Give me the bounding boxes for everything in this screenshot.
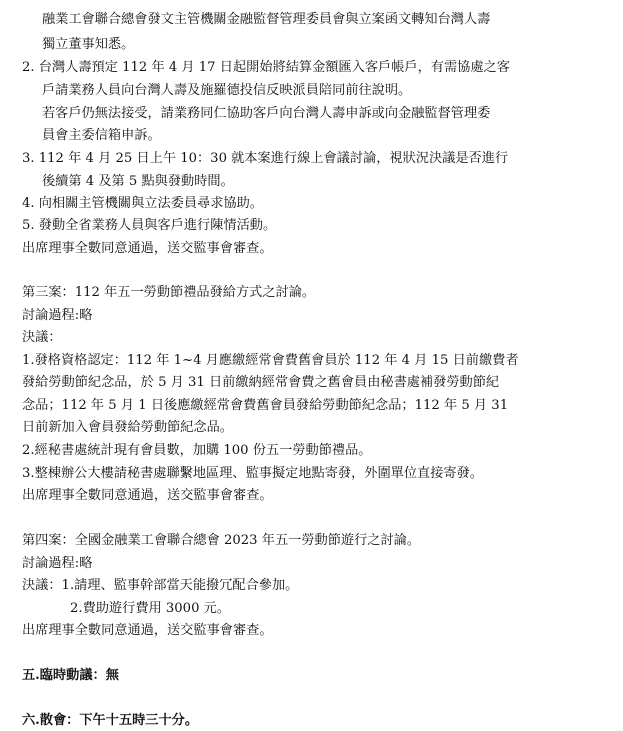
text-line-15: 1.發格資格認定：112 年 1~4 月應繳經常會費舊會員於 112 年 4 月 15 日前繳費者 xyxy=(22,353,519,368)
text-line-10: 5. 發動全省業務人員與客戶進行陳情活動。 xyxy=(22,218,277,233)
text-line-5: 若客戶仍無法接受，請業務同仁協助客戶向台灣人壽申訴或向金融監督管理委 xyxy=(42,106,491,121)
text-line-13: 討論過程:略 xyxy=(22,308,93,323)
text-line-18: 日前新加入會員發給勞動節紀念品。 xyxy=(22,420,233,435)
section-heading-3: 第三案：112 年五一勞動節禮品發給方式之討論。 xyxy=(22,285,316,300)
text-line-16: 發給勞動節紀念品，於 5 月 31 日前繳納經常會費之舊會員由秘書處補發勞動節紀 xyxy=(22,375,500,390)
text-line-4: 戶請業務人員向台灣人壽及施羅德投信反映派員陪同前往說明。 xyxy=(42,83,412,98)
text-line-1: 融業工會聯合總會發文主管機關金融監督管理委員會與立案函文轉知台灣人壽 xyxy=(42,12,491,27)
text-line-3: 2. 台灣人壽預定 112 年 4 月 17 日起開始將結算金額匯入客戶帳戶，有需協處之客 xyxy=(22,60,510,75)
text-line-21: 出席理事全數同意通過，送交監事會審查。 xyxy=(22,488,273,503)
text-line-20: 3.整棟辦公大樓請秘書處聯繫地區理、監事擬定地點寄發，外圍單位直接寄發。 xyxy=(22,466,483,481)
text-line-26: 出席理事全數同意通過，送交監事會審查。 xyxy=(22,623,273,638)
section-heading-6: 六.散會：下午十五時三十分。 xyxy=(22,713,199,728)
text-line-19: 2.經秘書處統計現有會員數，加購 100 份五一勞動節禮品。 xyxy=(22,443,372,458)
text-line-7: 3. 112 年 4 月 25 日上午 10：30 就本案進行線上會議討論，視狀況決議是否進行 xyxy=(22,151,509,166)
text-line-11: 出席理事全數同意通過，送交監事會審查。 xyxy=(22,241,273,256)
text-line-23: 討論過程:略 xyxy=(22,556,93,571)
section-heading-4: 第四案：全國金融業工會聯合總會 2023 年五一勞動節遊行之討論。 xyxy=(22,533,421,548)
section-heading-5: 五.臨時動議：無 xyxy=(22,668,119,683)
text-line-2: 獨立董事知悉。 xyxy=(42,37,135,52)
text-line-8: 後續第 4 及第 5 點與發動時間。 xyxy=(42,174,234,189)
text-line-9: 4. 向相關主管機關與立法委員尋求協助。 xyxy=(22,196,263,211)
text-line-6: 員會主委信箱申訴。 xyxy=(42,128,161,143)
text-line-24: 決議：1.請理、監事幹部當天能撥冗配合參加。 xyxy=(22,578,299,593)
text-line-14: 決議： xyxy=(22,330,62,345)
text-line-25: 2.費助遊行費用 3000 元。 xyxy=(70,601,231,616)
text-line-17: 念品；112 年 5 月 1 日後應繳經常會費舊會員發給勞動節紀念品；112 年 5 月 31 xyxy=(22,398,509,413)
